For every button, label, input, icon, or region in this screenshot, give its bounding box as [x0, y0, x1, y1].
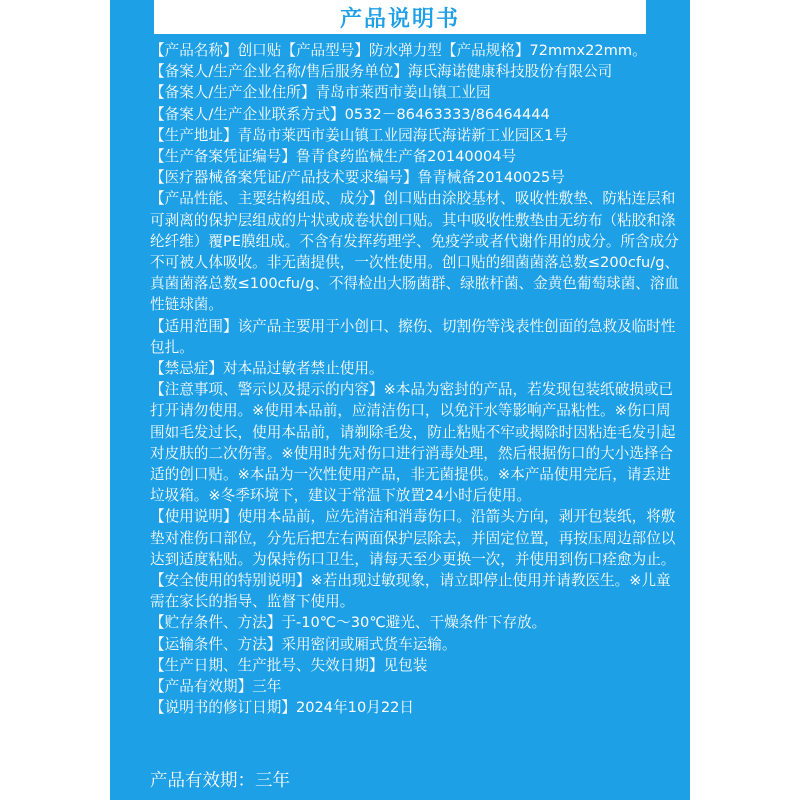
paragraph-device-record-number: 【医疗器械备案凭证/产品技术要求编号】鲁青械备20140025号: [150, 169, 565, 187]
paragraph-storage: 【贮存条件、方法】于-10℃～30℃避光、干燥条件下存放。: [150, 614, 547, 632]
paragraph-composition: 【产品性能、主要结构组成、成分】创口贴由涂胶基材、吸收性敷垫、防粘连层和可剥离的保护层组成的片状或成卷状创口贴。其中吸收性敷垫由无纺布（粘胶和涤纶纤维）覆PE膜组成。不含有发挥药理学、免疫学或者代谢作用的成分。所含成分不可被人体吸收。非无菌提供，一次性使用。创口贴的细菌菌落总数≤200cfu/g、真菌菌落总数≤100cfu/g、不得检出大肠菌群、绿脓杆菌、金黄色葡萄球菌、溶血性链球菌。: [150, 190, 680, 314]
paragraph-registrant-contact: 【备案人/生产企业联系方式】0532－86463333/86464444: [150, 105, 550, 123]
paragraph-warnings: 【注意事项、警示以及提示的内容】※本品为密封的产品，若发现包装纸破损或已打开请勿使用。※使用本品前，应清洁伤口，以免汗水等影响产品粘性。※伤口周围如毛发过长，使用本品前，请剃除毛发，防止粘贴不牢或揭除时因粘连毛发引起对皮肤的二次伤害。※使用时先对伤口进行消毒处理，然后根据伤口的大小选择合适的创口贴。※本品为一次性使用产品，非无菌提供。※本产品使用完后，请丢进垃圾箱。※冬季环境下，建议于常温下放置24小时后使用。: [150, 381, 676, 505]
paragraph-production-date: 【生产日期、生产批号、失效日期】见包装: [150, 656, 428, 674]
paragraph-registrant-address: 【备案人/生产企业住所】青岛市莱西市姜山镇工业园: [150, 84, 491, 102]
instruction-body: [150, 40, 682, 719]
paragraph-validity: 【产品有效期】三年: [150, 678, 282, 696]
paragraph-registrant-name: 【备案人/生产企业名称/售后服务单位】海氏海诺健康科技股份有限公司: [150, 63, 613, 81]
page-title: 产品说明书: [339, 6, 460, 32]
paragraph-scope: 【适用范围】该产品主要用于小创口、擦伤、切割伤等浅表性创面的急救及临时性包扎。: [150, 317, 676, 356]
paragraph-transport: 【运输条件、方法】采用密闭或厢式货车运输。: [150, 635, 457, 653]
paragraph-production-address: 【生产地址】青岛市莱西市姜山镇工业园海氏海诺新工业园区1号: [150, 126, 568, 144]
paragraph-product-name: 【产品名称】创口贴【产品型号】防水弹力型【产品规格】72mmx22mm。: [150, 42, 647, 59]
paragraph-usage: 【使用说明】使用本品前，应先清洁和消毒伤口。沿箭头方向，剥开包装纸，将敷垫对准伤口部位，分先后把左右两面保护层除去，并固定位置，再按压周边部位以达到适度粘贴。为保持伤口卫生，请每天至少更换一次，并使用到伤口痊愈为止。: [150, 508, 676, 568]
paragraph-revision-date: 【说明书的修订日期】2024年10月22日: [150, 699, 414, 717]
validity-footer: 产品有效期：三年: [150, 771, 290, 791]
paragraph-production-record-number: 【生产备案凭证编号】鲁青食药监械生产备20140004号: [150, 148, 517, 166]
paragraph-safety: 【安全使用的特别说明】※若出现过敏现象，请立即停止使用并请教医生。※儿童需在家长的指导、监督下使用。: [150, 572, 671, 611]
title-banner: [154, 0, 646, 34]
paragraph-contraindications: 【禁忌症】对本品过敏者禁止使用。: [150, 360, 384, 378]
instruction-panel: [110, 0, 690, 800]
